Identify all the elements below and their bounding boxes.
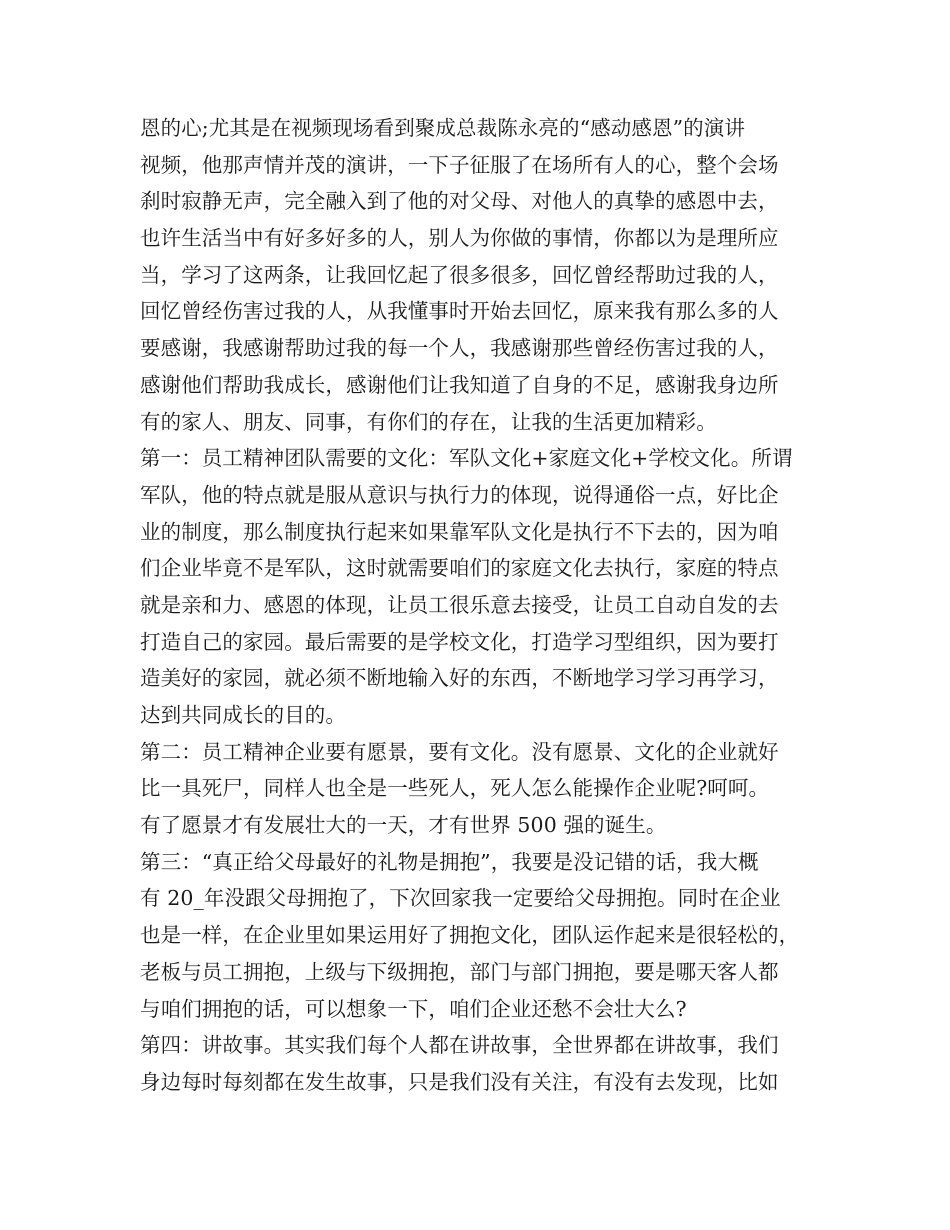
text-line: 第三：“真正给父母最好的礼物是拥抱”，我要是没记错的话，我大概	[140, 849, 759, 874]
text-line: 感谢他们帮助我成长，感谢他们让我知道了自身的不足，感谢我身边所	[140, 372, 779, 397]
text-line: 也许生活当中有好多好多的人，别人为你做的事情，你都以为是理所应	[140, 226, 779, 251]
text-line: 比一具死尸，同样人也全是一些死人，死人怎么能操作企业呢?呵呵。	[140, 776, 770, 801]
text-line: 刹时寂静无声，完全融入到了他的对父母、对他人的真挚的感恩中去，	[140, 189, 779, 214]
text-line: 老板与员工拥抱，上级与下级拥抱，部门与部门拥抱，要是哪天客人都	[140, 959, 779, 984]
text-line: 回忆曾经伤害过我的人，从我懂事时开始去回忆，原来我有那么多的人	[140, 299, 779, 324]
text-line: 打造自己的家园。最后需要的是学校文化，打造学习型组织，因为要打	[140, 629, 779, 654]
text-line: 恩的心;尤其是在视频现场看到聚成总裁陈永亮的“感动感恩”的演讲	[140, 116, 745, 140]
text-line: 有了愿景才有发展壮大的一天，才有世界 500 强的诞生。	[140, 813, 667, 838]
text-line: 与咱们拥抱的话，可以想象一下，咱们企业还愁不会壮大么?	[140, 996, 687, 1021]
text-line: 有的家人、朋友、同事，有你们的存在，让我的生活更加精彩。	[140, 409, 717, 434]
text-line: 达到共同成长的目的。	[140, 703, 346, 727]
text-line: 要感谢，我感谢帮助过我的每一个人，我感谢那些曾经伤害过我的人，	[140, 336, 779, 361]
text-line: 第四：讲故事。其实我们每个人都在讲故事，全世界都在讲故事，我们	[140, 1033, 779, 1058]
text-line: 也是一样，在企业里如果运用好了拥抱文化，团队运作起来是很轻松的，	[140, 923, 800, 948]
text-line: 第二：员工精神企业要有愿景，要有文化。没有愿景、文化的企业就好	[140, 739, 779, 764]
text-line: 当，学习了这两条，让我回忆起了很多很多，回忆曾经帮助过我的人，	[140, 262, 779, 287]
text-line: 第一：员工精神团队需要的文化：军队文化+家庭文化+学校文化。所谓	[140, 446, 793, 471]
text-line: 有 20_年没跟父母拥抱了，下次回家我一定要给父母拥抱。同时在企业	[140, 886, 781, 911]
text-line: 军队，他的特点就是服从意识与执行力的体现，说得通俗一点，好比企	[140, 482, 779, 507]
text-line: 视频，他那声情并茂的演讲，一下子征服了在场所有人的心，整个会场	[140, 152, 779, 177]
text-line: 们企业毕竟不是军队，这时就需要咱们的家庭文化去执行，家庭的特点	[140, 556, 779, 581]
text-line: 就是亲和力、感恩的体现，让员工很乐意去接受，让员工自动自发的去	[140, 592, 779, 617]
text-line: 造美好的家园，就必须不断地输入好的东西，不断地学习学习再学习，	[140, 666, 779, 691]
text-line: 身边每时每刻都在发生故事，只是我们没有关注，有没有去发现，比如	[140, 1069, 779, 1094]
text-line: 业的制度，那么制度执行起来如果靠军队文化是执行不下去的，因为咱	[140, 519, 779, 544]
